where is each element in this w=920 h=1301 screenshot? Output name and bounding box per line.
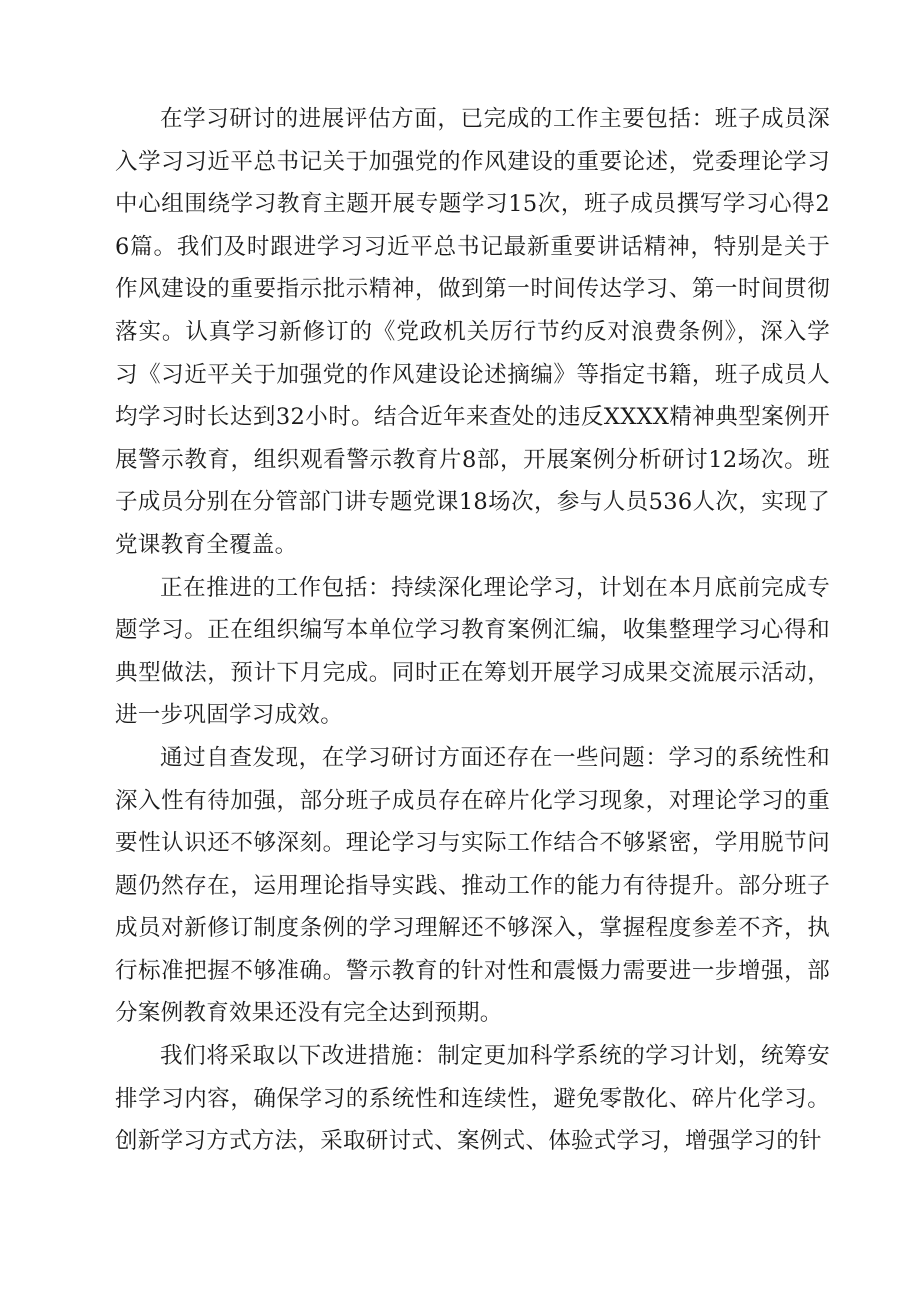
document-body [115,98,830,1163]
paragraph-issues-found: 通过自查发现，在学习研讨方面还存在一些问题：学习的系统性和深入性有待加强，部分班子成员存在碎片化学习现象，对理论学习的重要性认识还不够深刻。理论学习与实际工作结合不够紧密，学用脱节问题仍然存在，运用理论指导实践、推动工作的能力有待提升。部分班子成员对新修订制度条例的学习理解还不够深入，掌握程度参差不齐，执行标准把握不够准确。警示教育的针对性和震慑力需要进一步增强，部分案例教育效果还没有完全达到预期。 [115,744,830,1027]
paragraph-improvement-measures: 我们将采取以下改进措施：制定更加科学系统的学习计划，统筹安排学习内容，确保学习的系统性和连续性，避免零散化、碎片化学习。创新学习方式方法，采取研讨式、案例式、体验式学习，增强学习的针 [115,1043,830,1155]
paragraph-study-progress: 在学习研讨的进展评估方面，已完成的工作主要包括：班子成员深入学习习近平总书记关于加强党的作风建设的重要论述，党委理论学习中心组围绕学习教育主题开展专题学习15次，班子成员撰写学习心得26篇。我们及时跟进学习习近平总书记最新重要讲话精神，特别是关于作风建设的重要指示批示精神，做到第一时间传达学习、第一时间贯彻落实。认真学习新修订的《党政机关厉行节约反对浪费条例》，深入学习《习近平关于加强党的作风建设论述摘编》等指定书籍，班子成员人均学习时长达到32小时。结合近年来查处的违反XXXX精神典型案例开展警示教育，组织观看警示教育片8部，开展案例分析研讨12场次。班子成员分别在分管部门讲专题党课18场次，参与人员536人次，实现了党课教育全覆盖。 [115,106,830,558]
paragraph-ongoing-work: 正在推进的工作包括：持续深化理论学习，计划在本月底前完成专题学习。正在组织编写本单位学习教育案例汇编，收集整理学习心得和典型做法，预计下月完成。同时正在筹划开展学习成果交流展示活动，进一步巩固学习成效。 [115,574,830,729]
